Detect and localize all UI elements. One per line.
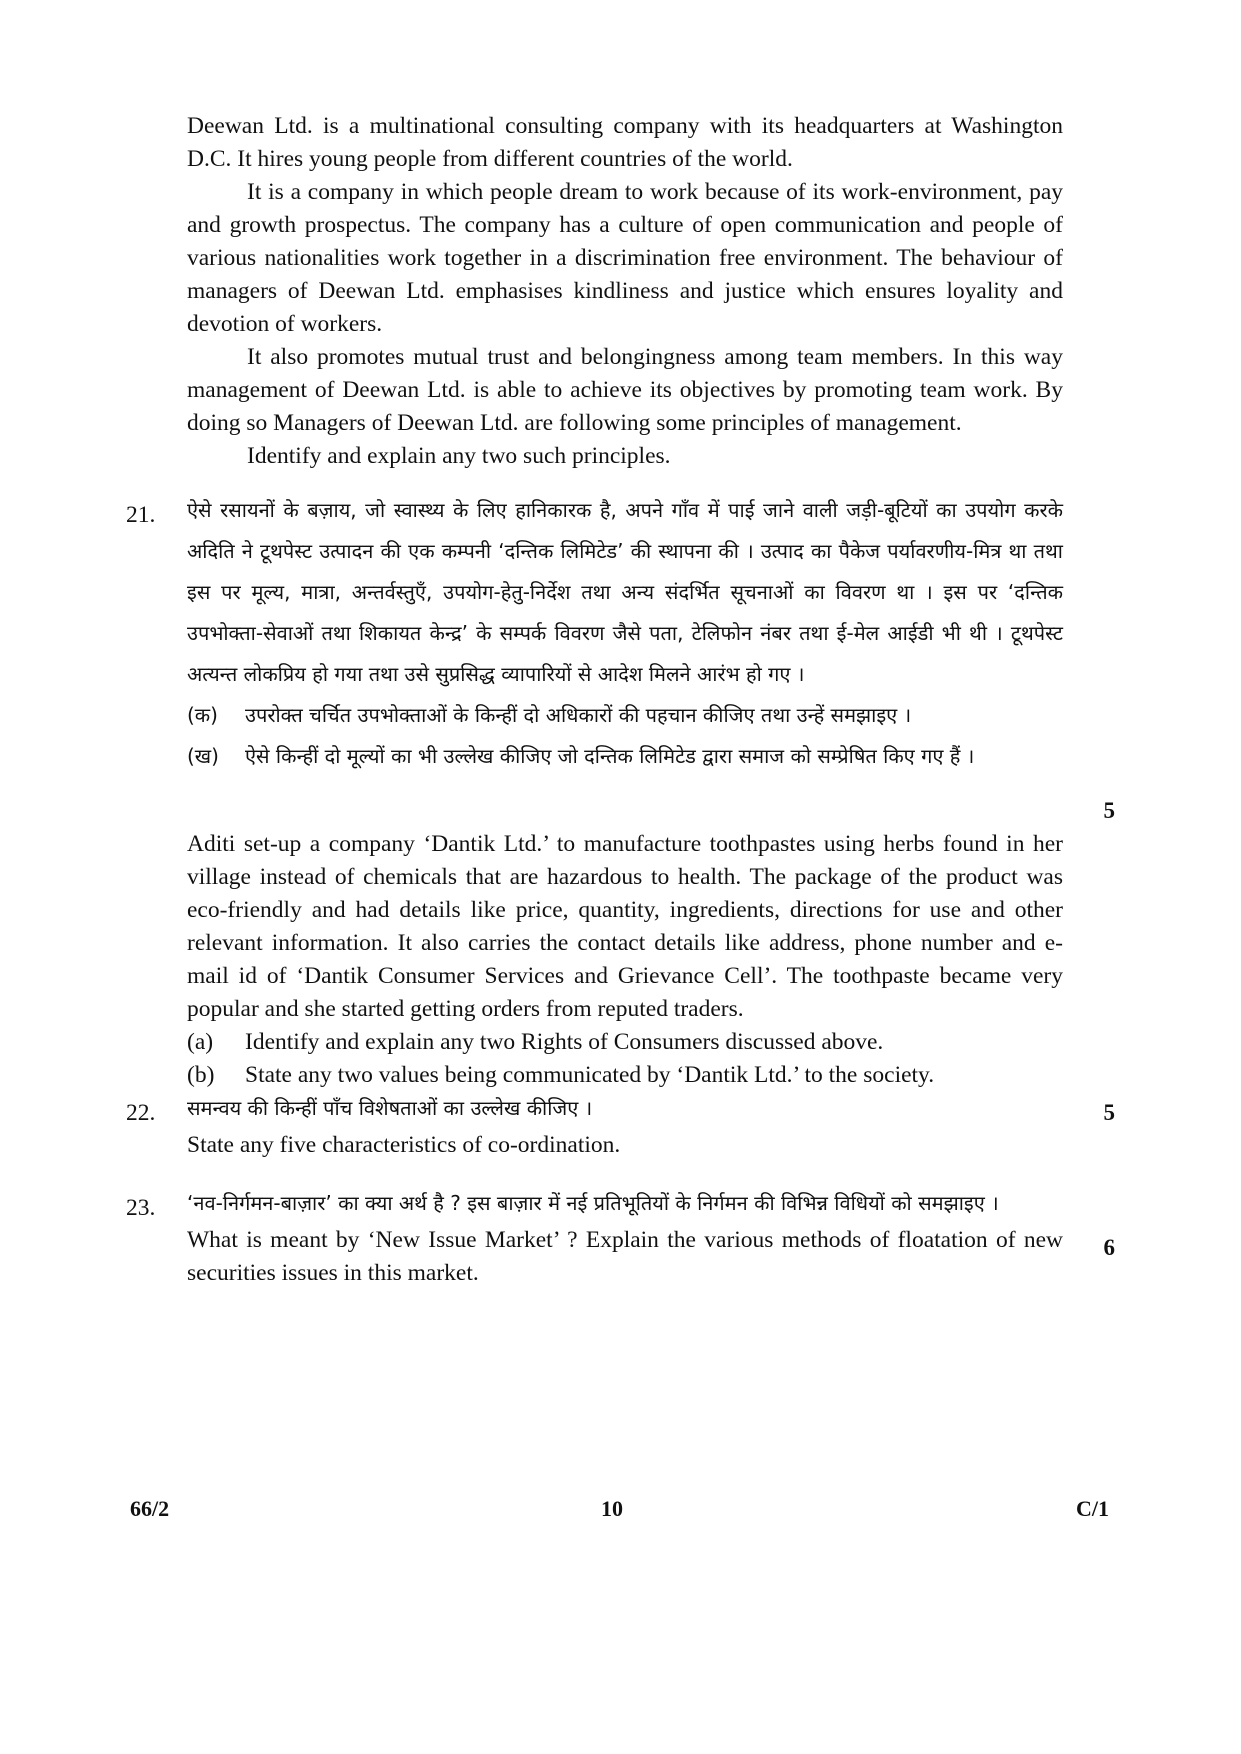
q23-marks: 6 bbox=[1103, 1235, 1115, 1260]
q22-number: 22. bbox=[126, 1100, 156, 1126]
q21-hindi-b-label: (ख) bbox=[187, 744, 219, 768]
footer-set-code: C/1 bbox=[1076, 1496, 1109, 1521]
q21-number: 21. bbox=[126, 502, 156, 528]
q23-text bbox=[187, 1183, 1063, 1290]
q21-hindi-part-a bbox=[187, 695, 1063, 736]
footer-paper-code: 66/2 bbox=[130, 1496, 170, 1521]
q21-english-part-a bbox=[187, 1026, 1063, 1059]
q20-para-3: It also promotes mutual trust and belongingness among team members. In this way management of Deewan Ltd. is able to achieve its objectives by promoting team work. By doing so Managers of Deewan Ltd. are following some principles of management. bbox=[187, 344, 1063, 436]
q21-english bbox=[187, 828, 1063, 1092]
q21-hindi-b-text: ऐसे किन्हीं दो मूल्यों का भी उल्लेख कीजिए जो दन्तिक लिमिटेड द्वारा समाज को सम्प्रेषित किए गए हैं । bbox=[245, 744, 975, 768]
q21-en-b-text: State any two values being communicated by ‘Dantik Ltd.’ to the society. bbox=[245, 1062, 935, 1088]
q21-en-a-text: Identify and explain any two Rights of Consumers discussed above. bbox=[245, 1029, 884, 1055]
q21-hindi-a-text: उपरोक्त चर्चित उपभोक्ताओं के किन्हीं दो अधिकारों की पहचान कीजिए तथा उन्हें समझाइए । bbox=[245, 703, 912, 727]
q22-marks: 5 bbox=[1103, 1100, 1115, 1125]
footer-page-number: 10 bbox=[601, 1496, 623, 1521]
q23-english: What is meant by ‘New Issue Market’ ? Explain the various methods of floatation of new securities issues in this market. bbox=[187, 1227, 1063, 1286]
q20-text bbox=[187, 110, 1063, 473]
q23-hindi: ‘नव-निर्गमन-बाज़ार’ का क्या अर्थ है ? इस बाज़ार में नई प्रतिभूतियों के निर्गमन की विभिन्न विधियों को समझाइए । bbox=[187, 1191, 999, 1215]
q21-hindi-a-label: (क) bbox=[187, 703, 218, 727]
q22-english: State any five characteristics of co-ordination. bbox=[187, 1132, 621, 1158]
q21-en-b-label: (b) bbox=[187, 1062, 215, 1088]
q21-en-a-label: (a) bbox=[187, 1029, 214, 1055]
q21-hindi-para: ऐसे रसायनों के बज़ाय, जो स्वास्थ्य के लिए हानिकारक है, अपने गाँव में पाई जाने वाली जड़ी-बूटियों का उपयोग करके अदिति ने टूथपेस्ट उत्पादन की एक कम्पनी ‘दन्तिक लिमिटेड’ की स्थापना की । उत्पाद का पैकेज पर्यावरणीय-मित्र था तथा इस पर मूल्य, मात्रा, अन्तर्वस्तुएँ, उपयोग-हेतु-निर्देश तथा अन्य संदर्भित सूचनाओं का विवरण था । इस पर ‘दन्तिक उपभोक्ता-सेवाओं तथा शिकायत केन्द्र’ के सम्पर्क विवरण जैसे पता, टेलिफोन नंबर तथा ई-मेल आईडी भी थी । टूथपेस्ट अत्यन्त लोकप्रिय हो गया तथा उसे सुप्रसिद्ध व्यापारियों से आदेश मिलने आरंभ हो गए । bbox=[187, 498, 1063, 686]
q23-number: 23. bbox=[126, 1195, 156, 1221]
q22-hindi: समन्वय की किन्हीं पाँच विशेषताओं का उल्लेख कीजिए । bbox=[187, 1096, 593, 1120]
q20-para-2: It is a company in which people dream to work because of its work-environment, pay and growth prospectus. The company has a culture of open communication and people of various nationalities work together in a discrimination free environment. The behaviour of managers of Deewan Ltd. emphasises kindliness and justice which ensures loyality and devotion of workers. bbox=[187, 179, 1063, 337]
q21-english-para: Aditi set-up a company ‘Dantik Ltd.’ to manufacture toothpastes using herbs found in her village instead of chemicals that are hazardous to health. The package of the product was eco-friendly and had details like price, quantity, ingredients, directions for use and other relevant information. It also carries the contact details like address, phone number and e-mail id of ‘Dantik Consumer Services and Grievance Cell’. The toothpaste became very popular and she started getting orders from reputed traders. bbox=[187, 831, 1063, 1022]
q21-marks: 5 bbox=[1103, 798, 1115, 823]
q20-para-1: Deewan Ltd. is a multinational consulting company with its headquarters at Washington D.C. It hires young people from different countries of the world. bbox=[187, 113, 1063, 172]
q21-text bbox=[187, 490, 1063, 777]
q22-text bbox=[187, 1088, 1063, 1162]
q20-para-4: Identify and explain any two such principles. bbox=[247, 443, 671, 469]
q21-hindi-part-b bbox=[187, 736, 1063, 777]
